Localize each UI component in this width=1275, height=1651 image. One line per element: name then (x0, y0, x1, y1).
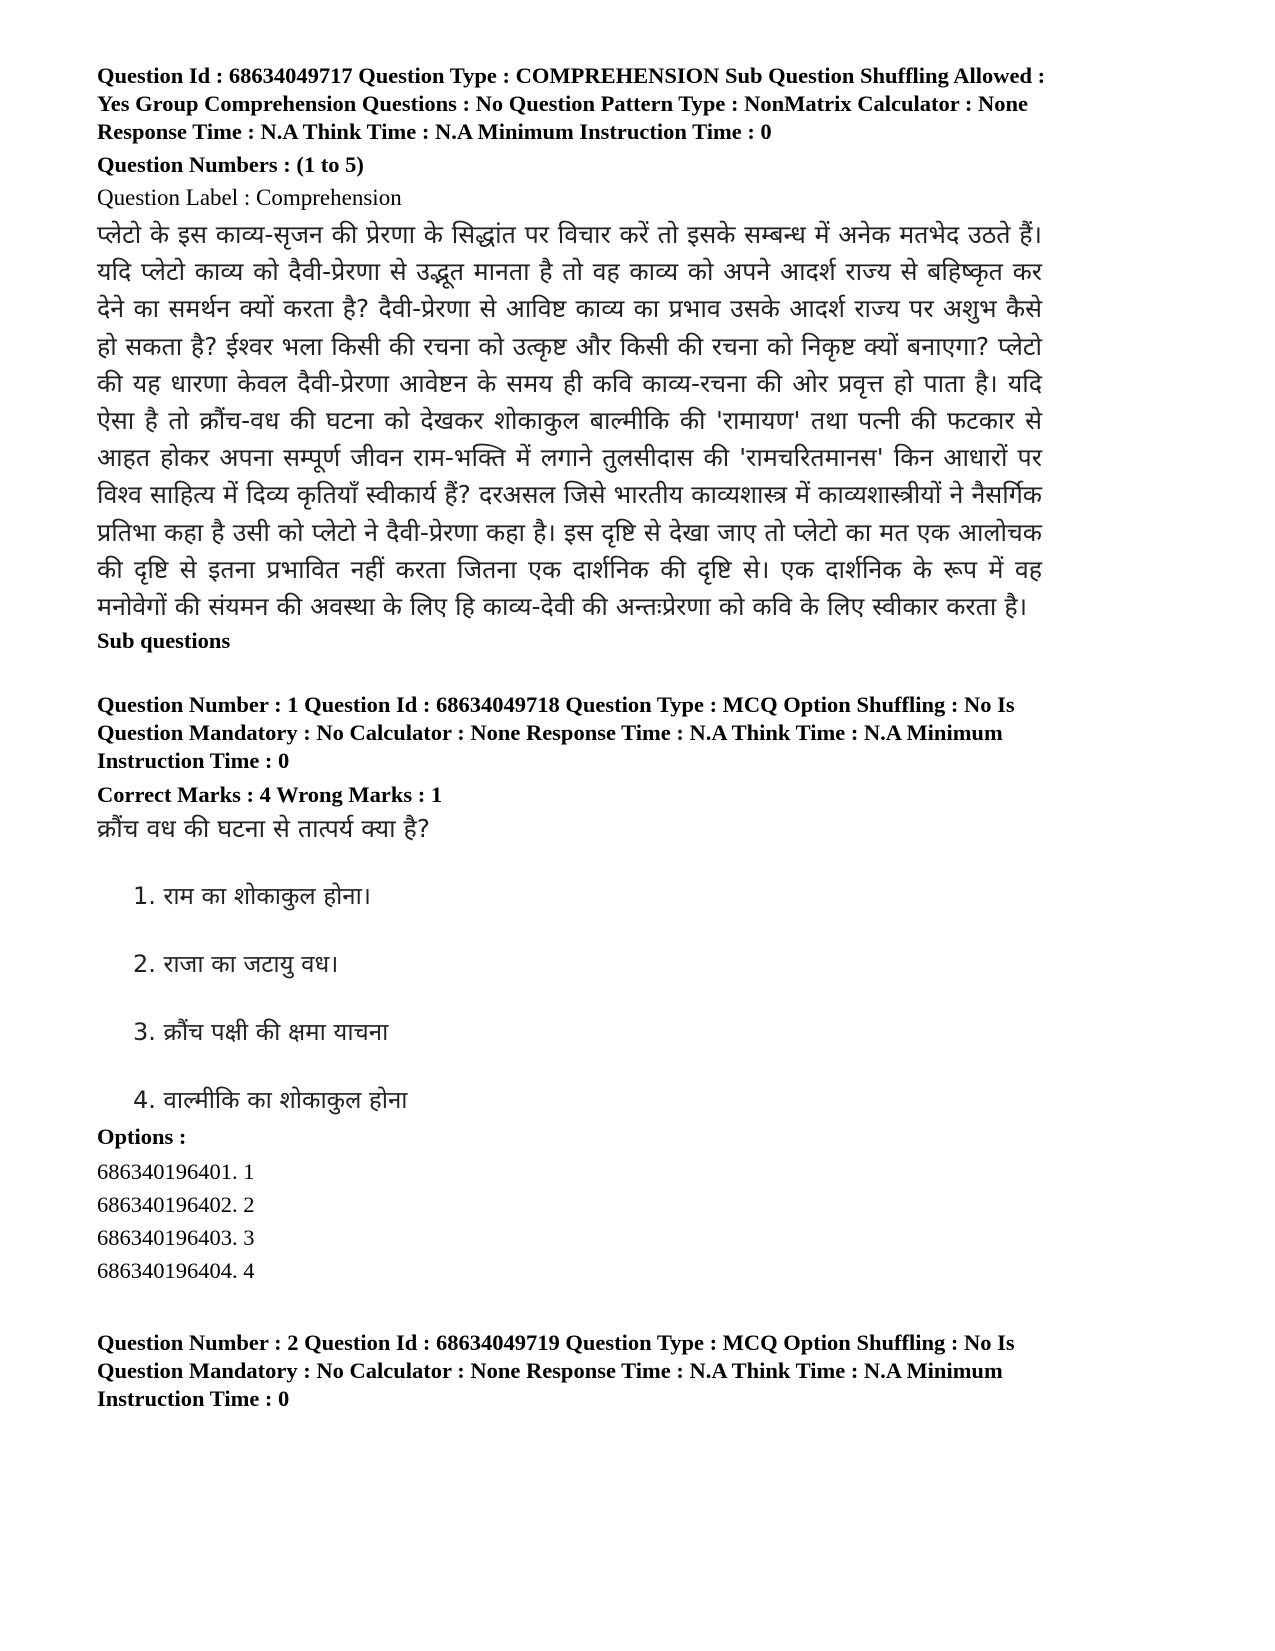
question-paper-page (97, 62, 1187, 1413)
comprehension-meta-line: Question Id : 68634049717 Question Type : COMPREHENSION Sub Question Shuffling Allowed : (97, 63, 1046, 88)
question-1-block (97, 691, 1187, 1287)
option-id-row: 686340196402. 2 (97, 1192, 255, 1218)
option-id-row: 686340196403. 3 (97, 1225, 255, 1251)
question-1-choice: 1. राम का शोकाकुल होना। (133, 882, 371, 911)
question-label: Question Label : Comprehension (97, 185, 402, 210)
option-id-row: 686340196404. 4 (97, 1258, 255, 1284)
question-1-choice: 3. क्रौंच पक्षी की क्षमा याचना (133, 1018, 389, 1047)
question-2-meta-line: Question Mandatory : No Calculator : None Response Time : N.A Think Time : N.A Minimum (97, 1358, 1003, 1384)
question-1-marks: Correct Marks : 4 Wrong Marks : 1 (97, 782, 443, 808)
question-1-meta-line: Instruction Time : 0 (97, 748, 290, 774)
question-1-stem: क्रौंच वध की घटना से तात्पर्य क्या है? (97, 814, 431, 844)
comprehension-block (97, 62, 1187, 655)
options-heading: Options : (97, 1124, 187, 1150)
question-1-choice: 2. राजा का जटायु वध। (133, 950, 339, 979)
comprehension-meta-line: Response Time : N.A Think Time : N.A Minimum Instruction Time : 0 (97, 119, 772, 144)
question-1-meta-line: Question Mandatory : No Calculator : None Response Time : N.A Think Time : N.A Minimum (97, 720, 1003, 746)
question-2-meta-line: Instruction Time : 0 (97, 1386, 290, 1412)
question-2-block (97, 1329, 1187, 1413)
comprehension-passage: प्लेटो के इस काव्य-सृजन की प्रेरणा के सिद्धांत पर विचार करें तो इसके सम्बन्ध में अनेक मतभेद उठते हैं। यदि प्लेटो काव्य को दैवी-प्रेरणा से उद्भूत मानता है तो वह काव्य को अपने आदर्श राज्य से बहिष्कृत कर देने का समर्थन क्यों करता है? दैवी-प्रेरणा से आविष्ट काव्य का प्रभाव उसके आदर्श राज्य पर अशुभ कैसे हो सकता है? ईश्वर भला किसी की रचना को उत्कृष्ट और किसी की रचना को निकृष्ट क्यों बनाएगा? प्लेटो की यह धारणा केवल दैवी-प्रेरणा आवेष्टन के समय ही कवि काव्य-रचना की ओर प्रवृत्त हो पाता है। यदि ऐसा है तो क्रौंच-वध की घटना को देखकर शोकाकुल बाल्मीकि की 'रामायण' तथा पत्नी की फटकार से आहत होकर अपना सम्पूर्ण जीवन राम-भक्ति में लगाने तुलसीदास की 'रामचरितमानस' किन आधारों पर विश्व साहित्य में दिव्य कृतियाँ स्वीकार्य हैं? दरअसल जिसे भारतीय काव्यशास्त्र में काव्यशास्त्रीयों ने नैसर्गिक प्रतिभा कहा है उसी को प्लेटो ने दैवी-प्रेरणा कहा है। इस दृष्टि से देखा जाए तो प्लेटो का मत एक आलोचक की दृष्टि से इतना प्रभावित नहीं करता जितना एक दार्शनिक की दृष्टि से। एक दार्शनिक के रूप में वह मनोवेगों की संयमन की अवस्था के लिए हि काव्य-देवी की अन्तःप्रेरणा को कवि के लिए स्वीकार करता है। (97, 220, 1042, 622)
question-1-choice: 4. वाल्मीकि का शोकाकुल होना (133, 1086, 408, 1115)
sub-questions-heading: Sub questions (97, 628, 231, 654)
comprehension-meta-line: Yes Group Comprehension Questions : No Question Pattern Type : NonMatrix Calculator : None (97, 91, 1029, 116)
question-numbers: Question Numbers : (1 to 5) (97, 152, 364, 177)
question-2-meta-line: Question Number : 2 Question Id : 68634049719 Question Type : MCQ Option Shuffling : No Is (97, 1330, 1015, 1356)
question-1-meta-line: Question Number : 1 Question Id : 68634049718 Question Type : MCQ Option Shuffling : No Is (97, 692, 1015, 718)
option-id-row: 686340196401. 1 (97, 1159, 255, 1185)
